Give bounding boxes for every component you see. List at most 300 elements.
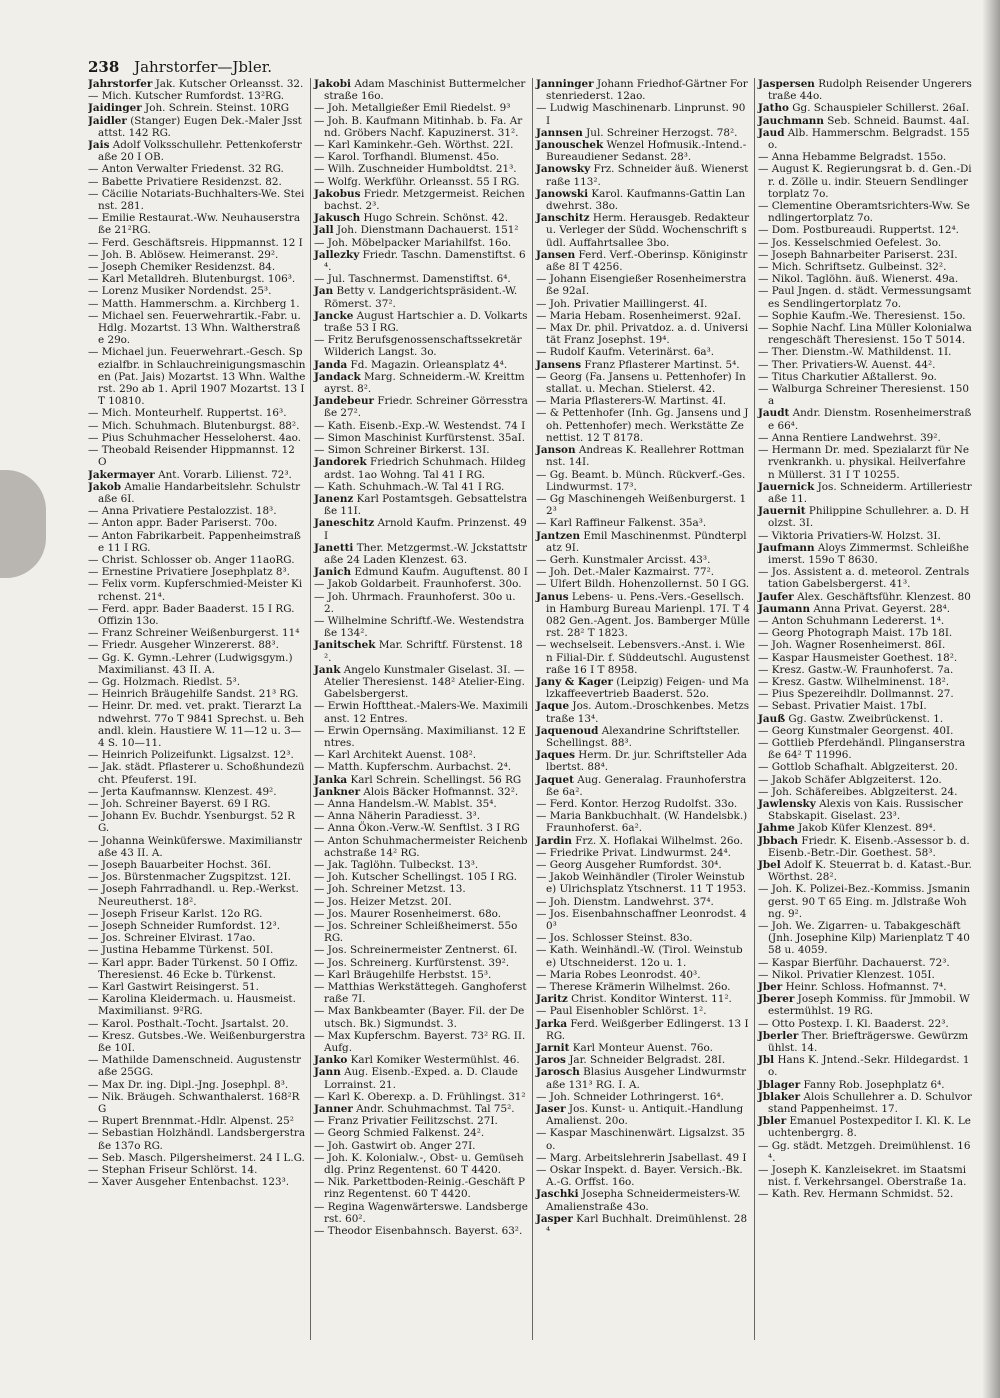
entry-details: — Kath. Schuhmach.-W. Tal 41 I RG. xyxy=(314,480,505,493)
entry-surname: Janetti xyxy=(314,541,354,554)
entry-details: Karl Schrein. Schellingst. 56 RG xyxy=(350,773,522,786)
entry-details: — Joh. Dienstm. Landwehrst. 37⁴. xyxy=(536,895,714,908)
entry-details: — Mich. Kutscher Rumfordst. 13²RG. xyxy=(88,90,285,103)
column-2 xyxy=(310,78,532,1340)
entry-details: — Xaver Ausgeher Entenbachst. 123³. xyxy=(88,1176,290,1189)
entry-details: — Anna Hebamme Belgradst. 155o. xyxy=(758,151,947,164)
entry-details: Joh. Schrein. Steinst. 10RG xyxy=(145,102,290,115)
entry-details: — Karol. Posthalt.-Tocht. Jsartalst. 20. xyxy=(88,1017,289,1030)
directory-entry xyxy=(314,1201,528,1225)
directory-entry xyxy=(758,530,972,542)
directory-entry xyxy=(314,1066,528,1090)
entry-details: Angelo Kunstmaler Giselast. 3I. — Atelier Theresienst. 148² Atelier-Eing. Gabelsbergerst. xyxy=(324,663,525,701)
entry-details: — Mich. Schuhmach. Blutenburgst. 88². xyxy=(88,419,300,432)
directory-entry xyxy=(536,847,750,859)
directory-entry xyxy=(758,407,972,431)
directory-entry xyxy=(88,115,306,139)
directory-entry xyxy=(758,163,972,200)
directory-entry xyxy=(88,298,306,310)
entry-details: — Felix vorm. Kupferschmied-Meister Kirchenst. 21⁴. xyxy=(88,578,303,603)
directory-entry xyxy=(314,859,528,871)
entry-details: Friedr. Metzgermeist. Reichenbachst. 2³. xyxy=(324,187,525,213)
entry-surname: Janka xyxy=(314,773,348,786)
entry-surname: Jansen xyxy=(536,248,576,261)
entry-details: — Paul Jngen. d. städt. Vermessungsamtes Sendlingertorplatz 7o. xyxy=(758,285,972,310)
entry-details: — Jos. Maurer Rosenheimerst. 68o. xyxy=(314,907,502,920)
entry-details: Joseph Kommiss. für Jmmobil. Westermühlst. 19 RG. xyxy=(768,993,970,1018)
directory-entry xyxy=(758,102,972,114)
directory-entry xyxy=(88,1115,306,1127)
directory-entry xyxy=(758,774,972,786)
directory-entry xyxy=(88,920,306,932)
entry-details: — Kaspar Maschinenwärt. Ligsalzst. 35o. xyxy=(536,1127,746,1152)
entry-surname: Jaud xyxy=(758,126,785,139)
entry-details: Rudolph Reisender Ungererstraße 44o. xyxy=(768,78,972,103)
entry-surname: Janenz xyxy=(314,492,354,505)
entry-details: Anna Privat. Geyerst. 28⁴. xyxy=(813,602,951,615)
directory-entry xyxy=(536,578,750,590)
entry-surname: Jbl xyxy=(758,1054,775,1067)
entry-details: — Max Kupferschm. Bayerst. 73² RG. II. Aufg. xyxy=(314,1029,526,1055)
directory-entry xyxy=(314,700,528,724)
entry-surname: Jakob xyxy=(88,480,122,493)
entry-details: — Anton Schuhmachermeister Reichenbachstraße 14² RG. xyxy=(314,834,528,859)
directory-entry xyxy=(88,908,306,920)
directory-entry xyxy=(758,603,972,615)
directory-entry xyxy=(536,1042,750,1054)
directory-entry xyxy=(536,749,750,773)
directory-entry xyxy=(314,957,528,969)
entry-details: Friedr. Schreiner Görresstraße 27². xyxy=(324,395,528,420)
directory-entry xyxy=(758,383,972,407)
directory-entry xyxy=(758,481,972,505)
directory-entry xyxy=(314,273,528,285)
entry-details: — Simon Schreiner Birkerst. 13I. xyxy=(314,444,490,457)
binding-shadow xyxy=(982,0,1000,1398)
directory-entry xyxy=(88,554,306,566)
directory-entry xyxy=(314,285,528,309)
directory-entry xyxy=(314,493,528,517)
entry-details: Christ. Konditor Winterst. 11². xyxy=(571,993,732,1006)
entry-details: — Justina Hebamme Türkenst. 50I. xyxy=(88,944,274,957)
entry-details: Karl Monteur Auenst. 76o. xyxy=(572,1042,713,1055)
entry-details: — Georg (Fa. Jansens u. Pettenhofer) Installat. u. Mechan. Stielerst. 42. xyxy=(536,370,746,396)
directory-entry xyxy=(758,1091,972,1115)
directory-entry xyxy=(314,1115,528,1127)
directory-entry xyxy=(88,505,306,517)
entry-details: — Kath. Weinhändl.-W. (Tirol. Weinstube) Utschneiderst. 12o u. 1. xyxy=(536,944,743,969)
directory-entry xyxy=(88,627,306,639)
directory-entry xyxy=(758,591,972,603)
entry-details: — Anna Handelsm.-W. Mablst. 35⁴. xyxy=(314,797,497,810)
entry-surname: Jaquet xyxy=(536,773,574,786)
entry-details: — Emilie Restaurat.-Ww. Neuhauserstraße 21²RG. xyxy=(88,212,301,237)
directory-entry xyxy=(536,1091,750,1103)
entry-surname: Jankner xyxy=(314,785,361,798)
entry-surname: Jber xyxy=(758,981,783,994)
entry-surname: Jaser xyxy=(536,1103,566,1116)
entry-details: — Jerta Kaufmannsw. Klenzest. 49². xyxy=(88,785,277,798)
entry-details: Ther. Briefträgerswe. Gewürzmühlst. 14. xyxy=(768,1029,969,1055)
entry-surname: Jahme xyxy=(758,822,795,835)
entry-details: — Oskar Inspekt. d. Bayer. Versich.-Bk. A.-G. Orffst. 16o. xyxy=(536,1164,743,1189)
directory-entry xyxy=(536,859,750,871)
entry-details: — Nik. Parkettboden-Reinig.-Geschäft Prinz Regentenst. 60 T 4420. xyxy=(314,1176,525,1201)
entry-details: Hans K. Jntend.-Sekr. Hildegardst. 1o. xyxy=(768,1054,970,1079)
directory-entry xyxy=(88,90,306,102)
entry-details: Alex. Geschäftsführ. Klenzest. 80 xyxy=(797,590,971,603)
entry-details: Jos. Schneiderm. Artilleriestraße 11. xyxy=(768,480,972,505)
directory-entry xyxy=(314,1103,528,1115)
directory-entry xyxy=(88,603,306,627)
entry-surname: Jberer xyxy=(758,993,795,1006)
directory-entry xyxy=(758,786,972,798)
entry-details: — Johanna Weinküferswe. Maximilianstraße 43 II. A. xyxy=(88,834,303,859)
entry-details: Herm. Herausgeb. Redakteur u. Verleger der Südd. Wochenschrift südl. Auffahrtsallee 3bo. xyxy=(546,212,750,249)
directory-entry xyxy=(314,798,528,810)
entry-details: — Gg. städt. Metzgeh. Dreimühlenst. 16⁴. xyxy=(758,1139,971,1164)
entry-details: — Mich. Schriftsetz. Gulbeinst. 32². xyxy=(758,261,947,274)
entry-details: — Nikol. Taglöhn. äuß. Wienerst. 49a. xyxy=(758,273,959,286)
directory-entry xyxy=(314,420,528,432)
entry-surname: Jahrstorfer xyxy=(88,78,153,90)
directory-entry xyxy=(314,359,528,371)
directory-entry xyxy=(88,749,306,761)
entry-details: — Anton Fabrikarbeit. Pappenheimstraße 11 I RG. xyxy=(88,529,301,554)
directory-entry xyxy=(536,1054,750,1066)
entry-details: — Kresz. Gastw.-W. Fraunhoferst. 7a. xyxy=(758,663,954,676)
directory-entry xyxy=(758,261,972,273)
entry-surname: Jaritz xyxy=(536,993,568,1006)
entry-details: Fanny Rob. Josephplatz 6⁴. xyxy=(803,1078,945,1091)
directory-entry xyxy=(536,1164,750,1188)
entry-details: Marg. Schneiderm.-W. Kreittmayrst. 8². xyxy=(324,370,525,396)
entry-surname: Jakobi xyxy=(314,78,351,90)
entry-details: — Georg Ausgeher Rumfordst. 30⁴. xyxy=(536,859,722,871)
directory-entry xyxy=(758,1140,972,1164)
directory-entry xyxy=(88,810,306,834)
directory-entry xyxy=(88,944,306,956)
entry-surname: Janitschek xyxy=(314,639,376,652)
directory-entry xyxy=(536,932,750,944)
directory-entry xyxy=(314,115,528,139)
directory-entry xyxy=(314,578,528,590)
entry-details: — Joseph Chemiker Residenzst. 84. xyxy=(88,261,276,274)
column-3 xyxy=(532,78,754,1340)
entry-details: — Joh. Möbelpacker Mariahilfst. 16o. xyxy=(314,236,512,249)
entry-surname: Jaidler xyxy=(88,114,127,127)
directory-entry xyxy=(88,981,306,993)
entry-surname: Jauernick xyxy=(758,480,815,493)
directory-entry xyxy=(536,127,750,139)
directory-entry xyxy=(88,78,306,90)
entry-details: Blasius Ausgeher Lindwurmstraße 131³ RG. I. A. xyxy=(546,1066,747,1091)
directory-entry xyxy=(314,102,528,114)
entry-details: — Karl Raffineur Falkenst. 35a³. xyxy=(536,517,707,530)
entry-surname: Jaumann xyxy=(758,602,811,615)
entry-details: Jar. Schneider Belgradst. 28I. xyxy=(569,1054,726,1067)
entry-details: — Joh. Uhrmach. Fraunhoferst. 30o u. 2. xyxy=(314,590,516,615)
directory-entry xyxy=(536,530,750,554)
directory-entry xyxy=(314,822,528,834)
entry-details: — August K. Regierungsrat b. d. Gen.-Dir. d. Zölle u. indir. Steuern Sendlingertorplatz 7o. xyxy=(758,163,972,200)
entry-details: — Ulfert Bildh. Hohenzollernst. 50 I GG. xyxy=(536,578,750,591)
directory-entry xyxy=(536,981,750,993)
directory-entry xyxy=(536,1103,750,1127)
entry-surname: Jblaker xyxy=(758,1090,801,1103)
entry-details: — Cäcilie Notariats-Buchhalters-We. Steinst. 281. xyxy=(88,187,305,213)
directory-entry xyxy=(758,505,972,529)
directory-entry xyxy=(758,285,972,309)
directory-entry xyxy=(758,688,972,700)
entry-details: Seb. Schneid. Baumst. 4aI. xyxy=(827,114,970,127)
entry-surname: Janowski xyxy=(536,187,589,200)
directory-entry xyxy=(536,969,750,981)
directory-entry xyxy=(536,139,750,163)
directory-entry xyxy=(758,432,972,444)
entry-details: — Stephan Friseur Schlörst. 14. xyxy=(88,1164,258,1177)
directory-entry xyxy=(758,346,972,358)
entry-details: Jos. Kunst- u. Antiquit.-Handlung Amalienst. 20o. xyxy=(546,1103,744,1128)
entry-surname: Jauernit xyxy=(758,505,806,518)
directory-entry xyxy=(88,835,306,859)
entry-details: — Joseph K. Kanzleisekret. im Staatsminist. f. Verkehrsangel. Oberstraße 1a. xyxy=(758,1164,967,1189)
entry-details: — Joseph Bauarbeiter Hochst. 36I. xyxy=(88,859,272,871)
entry-details: — Joh. We. Zigarren- u. Tabakgeschäft (Jnh. Josephine Kilp) Marienplatz T 4058 u. 4059. xyxy=(758,920,970,957)
entry-details: Alexandrine Schriftsteller. Schellingst. 88³. xyxy=(546,724,741,749)
entry-details: — Maria Hebam. Rosenheimerst. 92aI. xyxy=(536,309,742,322)
entry-details: — Johann Eisengießer Rosenheimerstraße 92aI. xyxy=(536,273,747,298)
directory-entry xyxy=(536,444,750,468)
entry-details: — Clementine Oberamtsrichters-Ww. Sendlingertorplatz 7o. xyxy=(758,200,970,225)
directory-entry xyxy=(314,566,528,578)
entry-details: — Jos. Heizer Metzst. 20I. xyxy=(314,895,452,908)
page-number: 238 xyxy=(88,58,120,76)
entry-details: — Regina Wagenwärterswe. Landsbergerst. 60². xyxy=(314,1200,528,1225)
directory-entry xyxy=(758,652,972,664)
directory-entry xyxy=(314,542,528,566)
entry-surname: Janus xyxy=(536,590,569,603)
directory-entry xyxy=(314,664,528,701)
directory-entry xyxy=(88,212,306,236)
entry-details: — Mathilde Damenschneid. Augustenstraße 25GG. xyxy=(88,1054,301,1079)
entry-details: — Sophie Kaufm.-We. Theresienst. 15o. xyxy=(758,309,966,322)
entry-details: Alb. Hammerschm. Belgradst. 155o. xyxy=(768,126,970,152)
directory-entry xyxy=(88,1091,306,1115)
entry-details: — Gg Maschinengeh Weißenburgerst. 12³ xyxy=(536,492,747,518)
entry-surname: Jauß xyxy=(758,712,786,725)
column-4 xyxy=(754,78,976,1340)
directory-entry xyxy=(314,1225,528,1237)
directory-entry xyxy=(536,944,750,968)
entry-details: Johann Friedhof-Gärtner Forstenriederst. 12ao. xyxy=(546,78,748,103)
directory-entry xyxy=(314,1091,528,1103)
directory-entry xyxy=(88,700,306,749)
directory-entry xyxy=(314,810,528,822)
directory-entry xyxy=(758,1079,972,1091)
entry-details: — Viktoria Privatiers-W. Holzst. 3I. xyxy=(758,529,941,542)
directory-entry xyxy=(758,761,972,773)
directory-entry xyxy=(536,725,750,749)
directory-entry xyxy=(536,700,750,724)
directory-entry xyxy=(536,188,750,212)
directory-entry xyxy=(758,981,972,993)
directory-entry xyxy=(88,676,306,688)
directory-entry xyxy=(758,957,972,969)
directory-entry xyxy=(314,163,528,175)
directory-entry xyxy=(314,212,528,224)
entry-details: — Johann Ev. Buchdr. Ysenburgst. 52 RG. xyxy=(88,810,295,835)
entry-details: — Karl Architekt Auenst. 108². xyxy=(314,749,477,762)
directory-entry xyxy=(88,420,306,432)
entry-details: — Gg. Beamt. b. Münch. Rückverf.-Ges. Lindwurmst. 17³. xyxy=(536,468,746,493)
directory-entry xyxy=(314,188,528,212)
entry-details: — Karol. Torfhandl. Blumenst. 45o. xyxy=(314,151,500,164)
entry-details: — Jos. Schreinerg. Kurfürstenst. 39². xyxy=(314,956,510,969)
directory-entry xyxy=(314,1127,528,1139)
directory-entry xyxy=(314,1005,528,1029)
entry-details: Alois Bäcker Hofmannst. 32². xyxy=(363,785,519,798)
entry-details: — Georg Photograph Maist. 17b 18I. xyxy=(758,627,953,640)
entry-details: Arnold Kaufm. Prinzenst. 49 I xyxy=(324,517,527,542)
entry-details: — Babette Privatiere Residenzst. 82. xyxy=(88,175,282,188)
entry-surname: Jbel xyxy=(758,859,781,871)
directory-entry xyxy=(88,139,306,163)
entry-details: — Kath. Rev. Hermann Schmidst. 52. xyxy=(758,1188,954,1201)
directory-entry xyxy=(536,371,750,395)
entry-details: — Joh. Det.-Maler Kazmairst. 77². xyxy=(536,566,715,579)
entry-details: — Joh. Schreiner Metzst. 13. xyxy=(314,883,466,896)
directory-entry xyxy=(536,1127,750,1151)
directory-entry xyxy=(758,920,972,957)
entry-details: Herm. Dr. jur. Schriftsteller Adalbertst. 88⁴. xyxy=(546,749,748,774)
directory-entry xyxy=(88,1152,306,1164)
directory-entry xyxy=(758,700,972,712)
directory-entry xyxy=(536,517,750,529)
entry-details: Friedr. K. Eisenb.-Assessor b. d. Eisenb.-Betr.-Dir. Goethest. 58³. xyxy=(768,834,970,859)
directory-entry xyxy=(314,761,528,773)
entry-details: — Joh. K. Polizei-Bez.-Kommiss. Jsmaningerst. 90 T 65 Eing. m. Jdlstraße Wohng. 9². xyxy=(758,883,971,920)
entry-surname: Jaufer xyxy=(758,590,794,603)
entry-surname: Jaquenoud xyxy=(536,724,599,737)
directory-entry xyxy=(88,176,306,188)
entry-details: Andr. Schuhmachmst. Tal 75². xyxy=(356,1103,515,1116)
entry-details: Lebens- u. Pens.-Vers.-Gesellsch. in Hamburg Bureau Marienpl. 17I. T 4082 Gen.-Agent. Jos. Bamberger Müllerst. 28² T 1823. xyxy=(546,590,750,640)
directory-entry xyxy=(536,102,750,126)
directory-entry xyxy=(88,249,306,261)
entry-details: — Joh. Schneider Lothringerst. 16⁴. xyxy=(536,1090,724,1103)
entry-details: — Sophie Nachf. Lina Müller Kolonialwarengeschäft Theresienst. 15o T 5014. xyxy=(758,322,972,347)
entry-details: Ant. Vorarb. Lilienst. 72³. xyxy=(158,468,292,481)
directory-entry xyxy=(758,725,972,737)
entry-details: Karol. Kaufmanns-Gattin Landwehrst. 38o. xyxy=(546,187,746,213)
directory-entry xyxy=(88,1176,306,1188)
entry-details: — Jakob Goldarbeit. Fraunhoferst. 30o. xyxy=(314,578,522,591)
directory-entry xyxy=(314,310,528,334)
entry-details: — Kresz. Gutsbes.-We. Weißenburgerstraße 10I. xyxy=(88,1029,306,1055)
entry-details: — Joh. B. Kaufmann Mitinhab. b. Fa. Arnd. Gröbers Nachf. Kapuzinerst. 31². xyxy=(314,114,523,139)
entry-details: — Ther. Privatiers-W. Auenst. 44². xyxy=(758,358,936,371)
directory-entry xyxy=(536,407,750,444)
entry-details: Jak. Kutscher Orleansst. 32. xyxy=(155,78,304,90)
entry-details: — Max Dr. ing. Dipl.-Jng. Josephpl. 8³. xyxy=(88,1078,289,1091)
directory-entry xyxy=(758,1018,972,1030)
directory-entry xyxy=(536,1018,750,1042)
entry-details: Hugo Schrein. Schönst. 42. xyxy=(363,212,508,225)
entry-surname: Jakobus xyxy=(314,187,361,200)
entry-details: — Therese Krämerin Wilhelmst. 26o. xyxy=(536,981,731,994)
directory-columns xyxy=(88,78,978,1340)
entry-details: — Gottlieb Pferdehändl. Plinganserstraße 64² T 11996. xyxy=(758,736,966,762)
entry-details: — Joseph Fahrradhandl. u. Rep.-Werkst. Neureutherst. 18². xyxy=(88,883,299,908)
directory-entry xyxy=(88,530,306,554)
entry-details: — Anna Rentiere Landwehrst. 39². xyxy=(758,431,941,444)
running-title: Jahrstorfer—Jbler. xyxy=(134,58,272,76)
directory-entry xyxy=(536,310,750,322)
directory-entry xyxy=(88,1054,306,1078)
directory-entry xyxy=(758,273,972,285)
entry-details: — Kresz. Gastw. Wilhelminenst. 18². xyxy=(758,675,950,688)
entry-surname: Jarnit xyxy=(536,1042,570,1055)
directory-entry xyxy=(758,859,972,883)
directory-entry xyxy=(314,151,528,163)
entry-details: — Jakob Schäfer Ablgzeiterst. 12o. xyxy=(758,773,942,786)
entry-details: — Wilhelmine Schriftf.-We. Westendstraße 134². xyxy=(314,614,525,640)
entry-surname: Jardin xyxy=(536,834,572,847)
directory-entry xyxy=(536,1152,750,1164)
directory-entry xyxy=(758,713,972,725)
entry-details: — Max Dr. phil. Privatdoz. a. d. Universität Franz Josephst. 19⁴. xyxy=(536,322,749,347)
directory-entry xyxy=(536,469,750,493)
entry-details: Jul. Schreiner Herzogst. 78². xyxy=(586,126,738,139)
entry-surname: Jaidinger xyxy=(88,102,142,115)
entry-details: — Karl Kaminkehr.-Geh. Wörthst. 22I. xyxy=(314,139,514,152)
entry-surname: Jakermayer xyxy=(88,468,155,481)
directory-entry xyxy=(314,615,528,639)
entry-surname: Jais xyxy=(88,139,110,152)
entry-details: Betty v. Landgerichtspräsident.-W. Römerst. 37². xyxy=(324,285,518,310)
entry-surname: Jannsen xyxy=(536,126,583,139)
directory-entry xyxy=(314,517,528,541)
entry-details: — Nikol. Privatier Klenzest. 105I. xyxy=(758,968,935,981)
directory-entry xyxy=(88,957,306,981)
column-1 xyxy=(88,78,310,1340)
entry-details: — Mich. Monteurhelf. Ruppertst. 16³. xyxy=(88,407,287,420)
entry-surname: Jandorek xyxy=(314,456,367,469)
directory-entry xyxy=(536,798,750,810)
directory-entry xyxy=(536,163,750,187)
directory-entry xyxy=(88,346,306,407)
entry-surname: Jansens xyxy=(536,358,582,371)
entry-details: — Jos. Kesselschmied Oefelest. 3o. xyxy=(758,236,942,249)
entry-details: Jos. Autom.-Droschkenbes. Metzstraße 13⁴. xyxy=(546,700,750,725)
entry-details: Frz. X. Hoflakai Wilhelmst. 26o. xyxy=(575,834,743,847)
entry-surname: Janson xyxy=(536,444,576,457)
entry-surname: Janeschitz xyxy=(314,517,375,530)
directory-entry xyxy=(314,1176,528,1200)
entry-details: — Wilh. Zuschneider Humboldtst. 21³. xyxy=(314,163,517,176)
entry-surname: Jank xyxy=(314,663,341,676)
directory-entry xyxy=(536,774,750,798)
entry-surname: Jbbach xyxy=(758,834,799,847)
entry-details: Friedrich Schuhmach. Hildegardst. 1ao Wohng. Tal 41 I RG. xyxy=(324,456,526,481)
entry-details: — Franz Schreiner Weißenburgerst. 11⁴ xyxy=(88,627,300,640)
entry-surname: Jaques xyxy=(536,749,575,762)
directory-entry xyxy=(758,993,972,1017)
directory-entry xyxy=(88,566,306,578)
entry-details: — Erwin Opernsäng. Maximilianst. 12 Entres. xyxy=(314,724,526,749)
entry-details: Karl Buchhalt. Dreimühlenst. 28⁴ xyxy=(546,1212,748,1238)
